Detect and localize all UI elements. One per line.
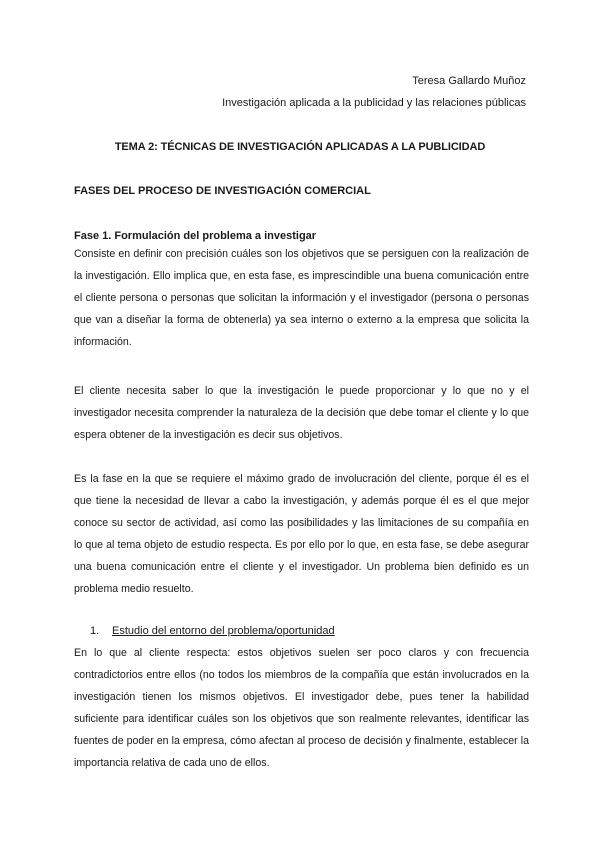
paragraph-client-needs: El cliente necesita saber lo que la investigación le puede proporcionar y lo que no y el investigador necesita comprender la naturaleza de la decisión que debe tomar el cliente y lo que espera obtener de la investigación es decir sus objetivos. <box>74 385 529 441</box>
paragraph-involvement: Es la fase en la que se requiere el máximo grado de involucración del cliente, porque él es el que tiene la necesidad de llevar a cabo la investigación, y además porque él es el que mejor conoce su sector de actividad, así como las posibilidades y las limitaciones de su compañía en lo que al tema objeto de estudio respecta. Es por ello por lo que, en esta fase, se debe asegurar una buena comunicación entre el cliente y el investigador. Un problema bien definido es un problema medio resuelto. <box>74 473 529 595</box>
author-name: Teresa Gallardo Muñoz <box>412 75 526 87</box>
course-name: Investigación aplicada a la publicidad y las relaciones públicas <box>222 97 526 109</box>
paragraph-client-objectives: En lo que al cliente respecta: estos objetivos suelen ser poco claros y con frecuencia contradictorios entre ellos (no todos los miembros de la compañía que están involucrados en la investigación tienen los mismos objetivos. El investigador debe, pues tener la habilidad suficiente para identificar cuáles son los objetivos que son realmente relevantes, identificar las fuentes de poder en la empresa, cómo afectan al proceso de decisión y finalmente, establecer la importancia relativa de cada uno de ellos. <box>74 647 529 769</box>
list-label: Estudio del entorno del problema/oportunidad <box>112 625 335 637</box>
list-number: 1. <box>90 625 100 637</box>
list-item-environment-study <box>90 624 335 638</box>
phase-heading: Fase 1. Formulación del problema a investigar <box>74 230 317 242</box>
section-heading: FASES DEL PROCESO DE INVESTIGACIÓN COMERCIAL <box>74 185 371 197</box>
paragraph-definition: Consiste en definir con precisión cuáles son los objetivos que se persiguen con la realización de la investigación. Ello implica que, en esta fase, es imprescindible una buena comunicación entre el cliente persona o personas que solicitan la información y el investigador (persona o personas que van a diseñar la forma de obtenerla) ya sea interno o externo a la empresa que solicita la información. <box>74 248 529 348</box>
document-title: TEMA 2: TÉCNICAS DE INVESTIGACIÓN APLICADAS A LA PUBLICIDAD <box>114 141 486 153</box>
